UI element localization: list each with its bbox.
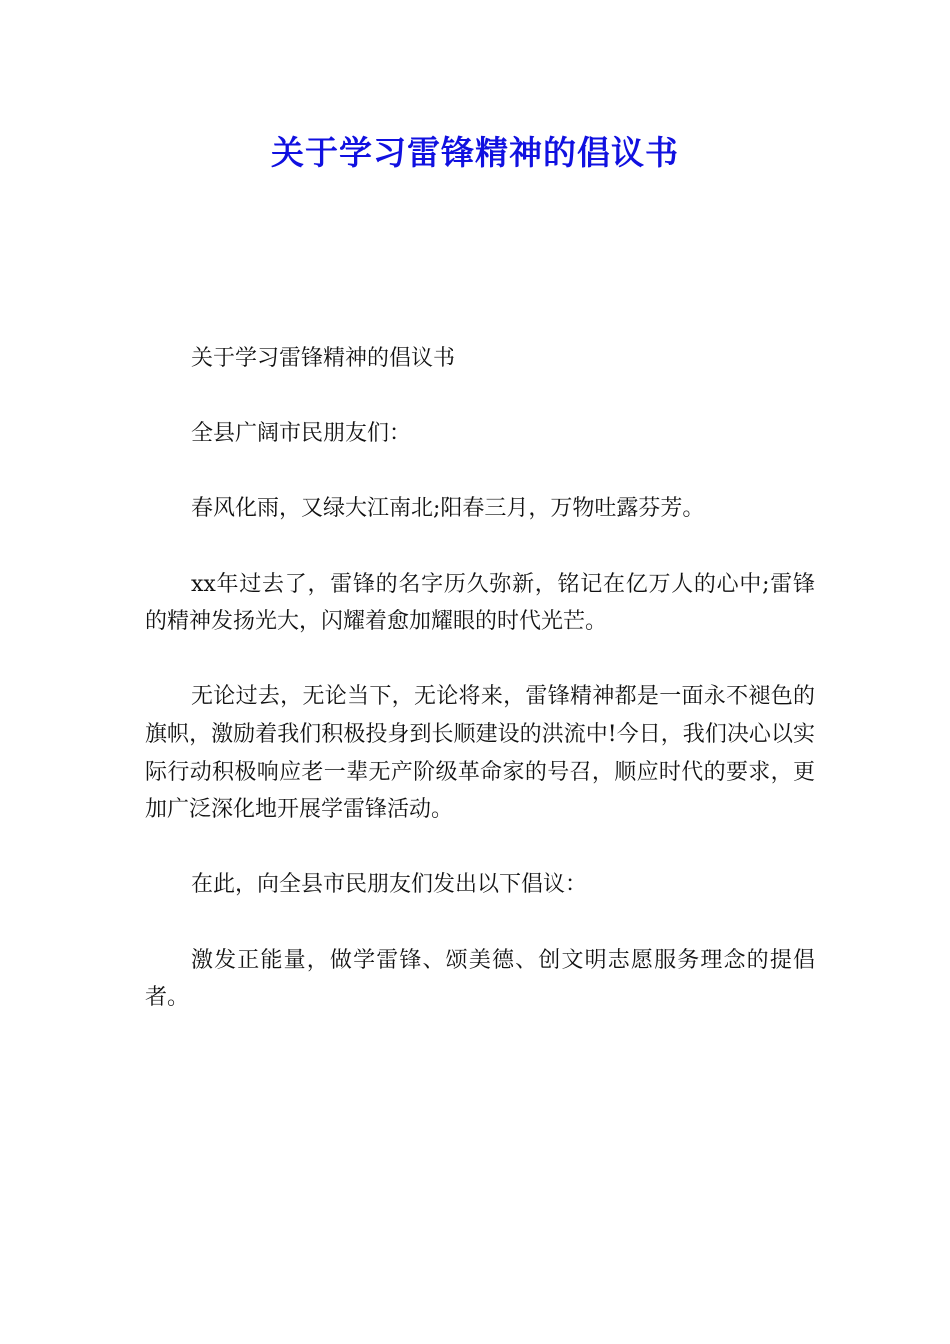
paragraph: 无论过去，无论当下，无论将来，雷锋精神都是一面永不褪色的旗帜，激励着我们积极投身到长顺建设的洪流中!今日，我们决心以实际行动积极响应老一辈无产阶级革命家的号召，顺应时代的要求，更加广泛深化地开展学雷锋活动。 [145, 684, 815, 823]
paragraph-heading: 关于学习雷锋精神的倡议书 [191, 346, 456, 371]
document-body [145, 340, 815, 1054]
document-title: 关于学习雷锋精神的倡议书 [271, 133, 679, 172]
paragraph-salutation: 全县广阔市民朋友们： [191, 421, 412, 447]
paragraph: 在此，向全县市民朋友们发出以下倡议： [191, 872, 588, 898]
paragraph: xx年过去了，雷锋的名字历久弥新，铭记在亿万人的心中;雷锋的精神发扬光大，闪耀着愈加耀眼的时代光芒。 [145, 571, 815, 635]
paragraph: 激发正能量，做学雷锋、颂美德、创文明志愿服务理念的提倡者。 [145, 947, 815, 1011]
paragraph: 春风化雨，又绿大江南北;阳春三月，万物吐露芬芳。 [191, 496, 705, 522]
